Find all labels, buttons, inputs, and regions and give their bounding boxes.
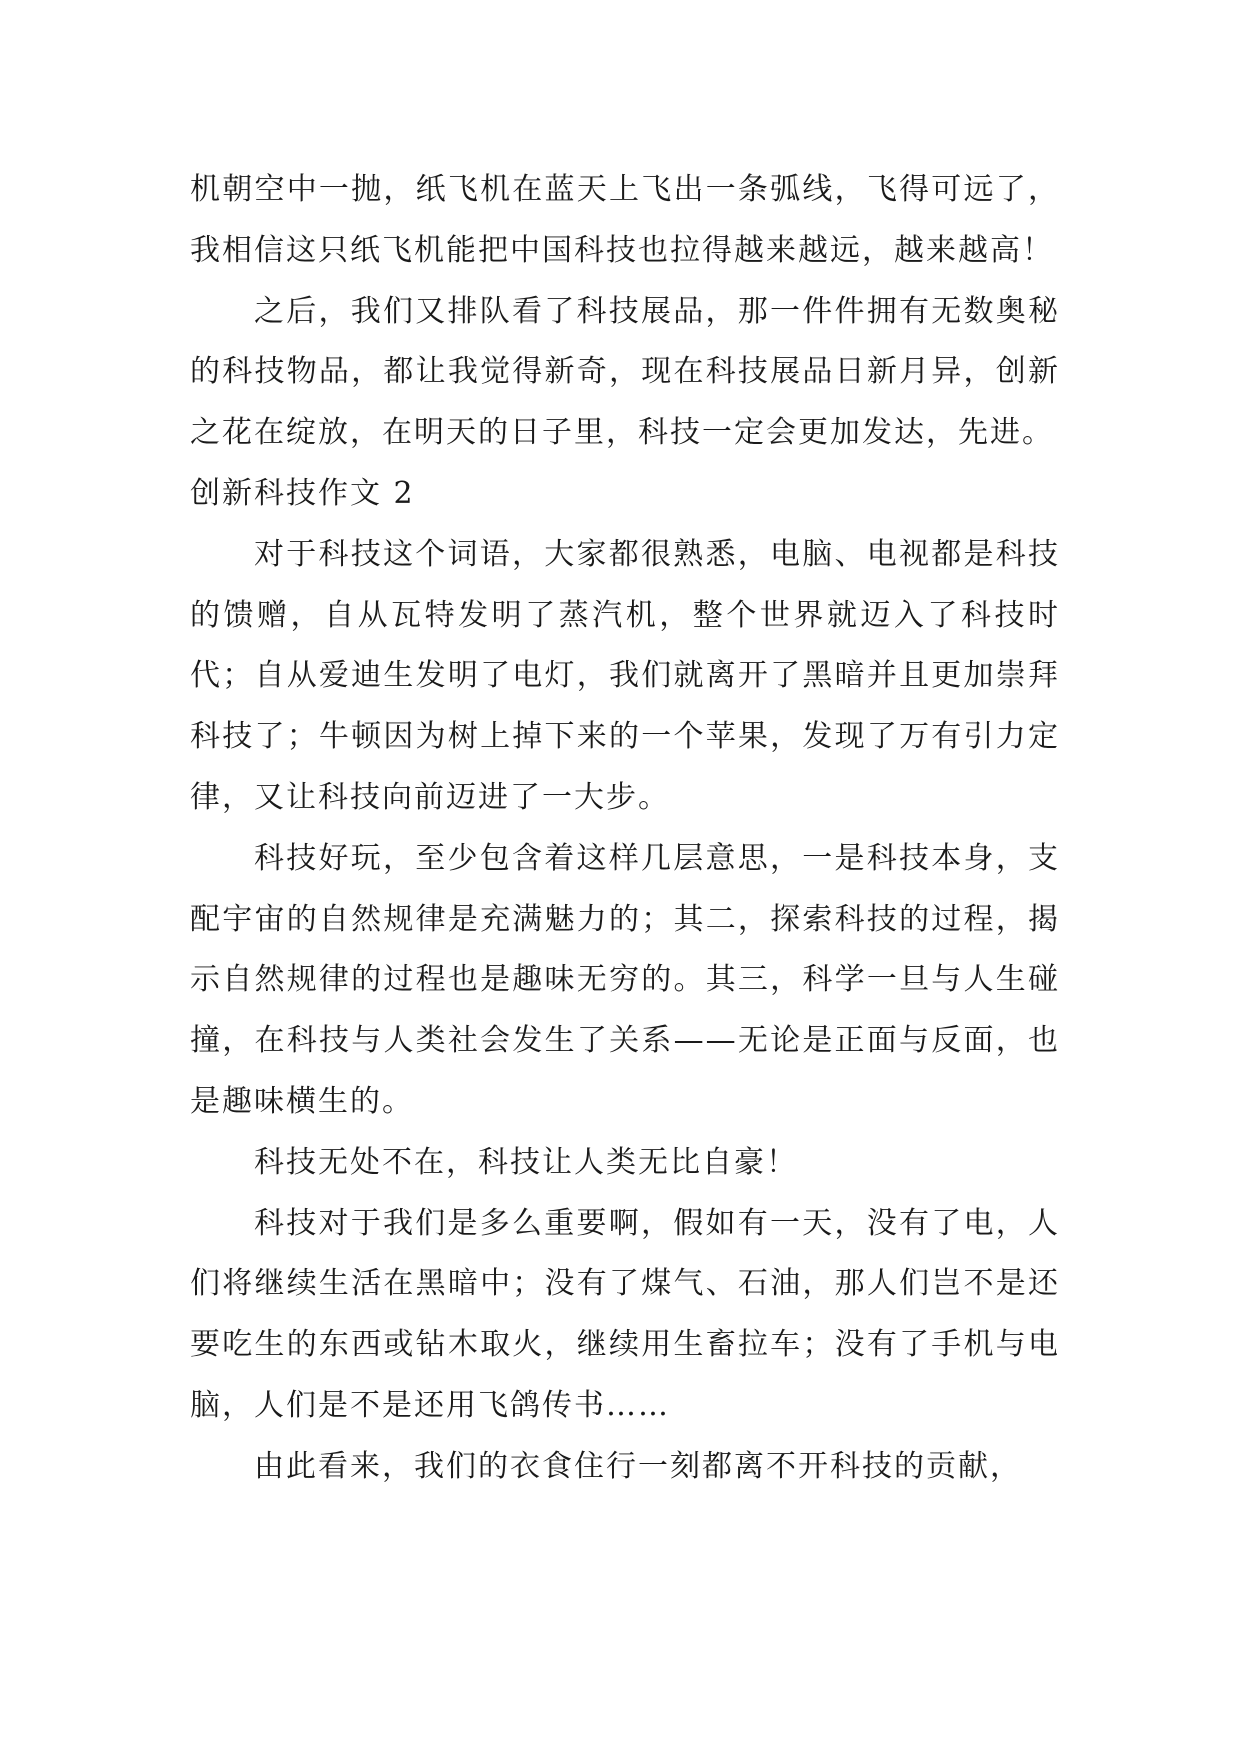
paragraph-1: 机朝空中一抛，纸飞机在蓝天上飞出一条弧线，飞得可远了，我相信这只纸飞机能把中国科技也拉得越来越远，越来越高！ [190, 172, 1060, 268]
paragraph-3: 对于科技这个词语，大家都很熟悉，电脑、电视都是科技的馈赠，自从瓦特发明了蒸汽机，整个世界就迈入了科技时代；自从爱迪生发明了电灯，我们就离开了黑暗并且更加崇拜科技了；牛顿因为树上掉下来的一个苹果，发现了万有引力定律，又让科技向前迈进了一大步。 [190, 536, 1060, 815]
paragraph-7: 由此看来，我们的衣食住行一刻都离不开科技的贡献， [254, 1448, 1022, 1484]
paragraph-2: 之后，我们又排队看了科技展品，那一件件拥有无数奥秘的科技物品，都让我觉得新奇，现在科技展品日新月异，创新之花在绽放，在明天的日子里，科技一定会更加发达，先进。 [190, 293, 1060, 451]
section-heading: 创新科技作文 2 [190, 475, 415, 511]
paragraph-5: 科技无处不在，科技让人类无比自豪！ [254, 1144, 798, 1180]
paragraph-6: 科技对于我们是多么重要啊，假如有一天，没有了电，人们将继续生活在黑暗中；没有了煤气、石油，那人们岂不是还要吃生的东西或钻木取火，继续用生畜拉车；没有了手机与电脑，人们是不是还用飞鸽传书…… [190, 1205, 1060, 1423]
document-page [190, 160, 1060, 1498]
paragraph-4: 科技好玩，至少包含着这样几层意思，一是科技本身，支配宇宙的自然规律是充满魅力的；其二，探索科技的过程，揭示自然规律的过程也是趣味无穷的。其三，科学一旦与人生碰撞，在科技与人类社会发生了关系——无论是正面与反面，也是趣味横生的。 [190, 840, 1060, 1119]
